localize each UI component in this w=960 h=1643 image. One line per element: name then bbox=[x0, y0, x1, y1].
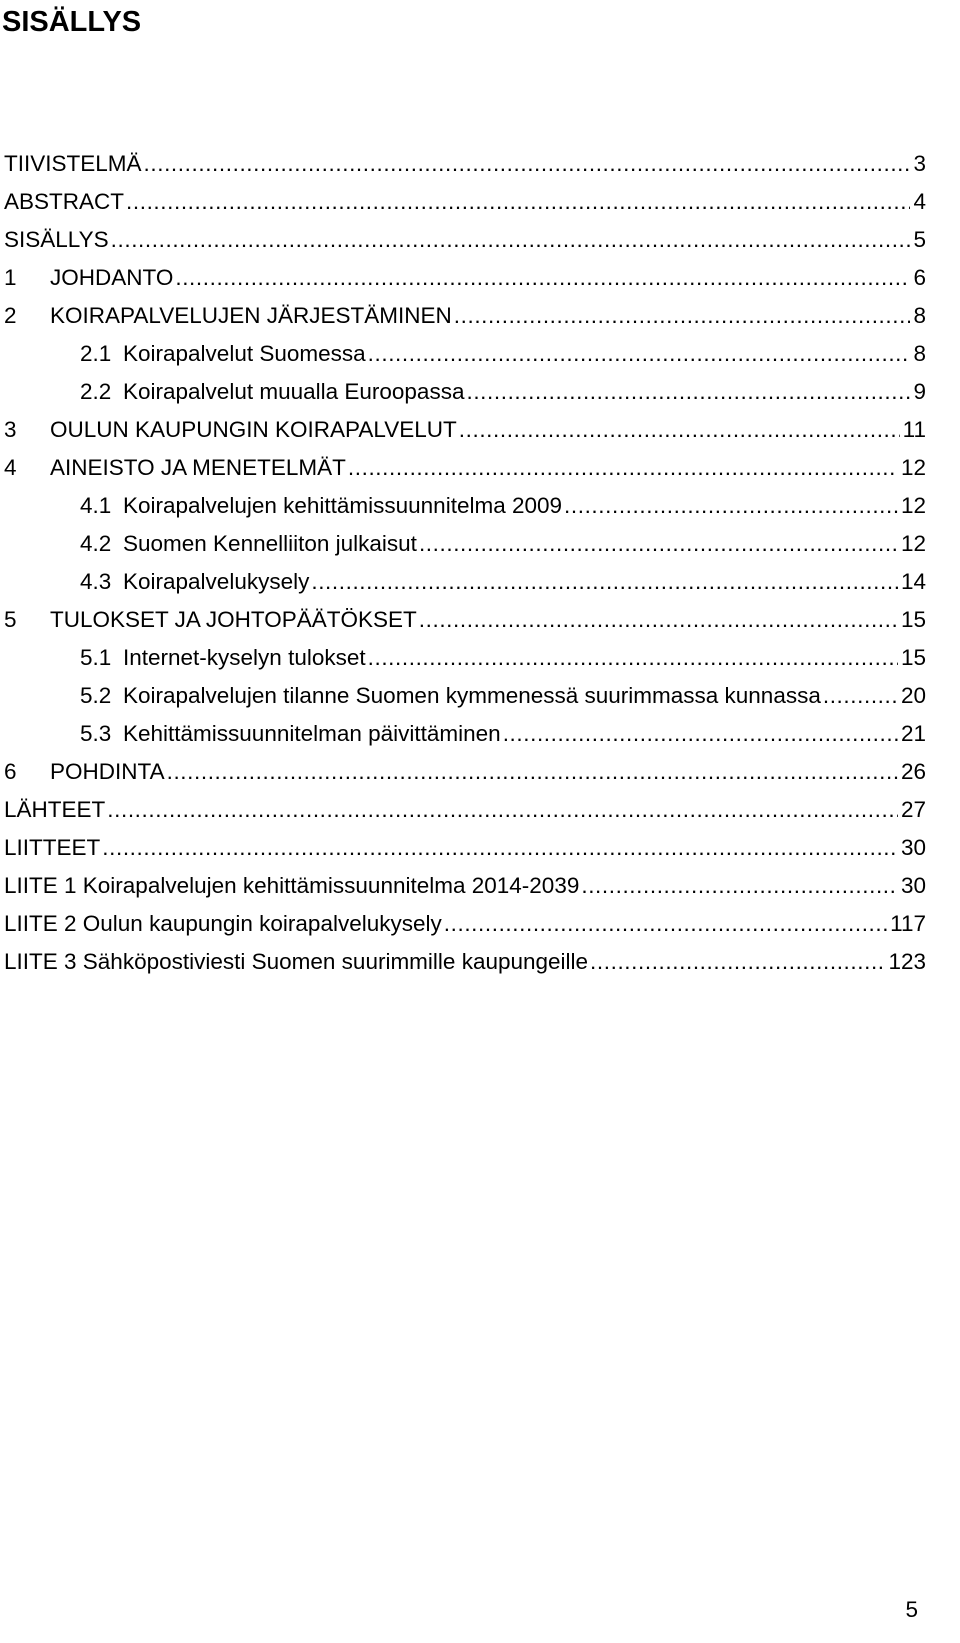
toc-entry-label: AINEISTO JA MENETELMÄT bbox=[50, 455, 346, 480]
toc-entry[interactable] bbox=[4, 530, 926, 568]
toc-entry-number: 5.1 bbox=[80, 645, 112, 670]
toc-entry-page: 21 bbox=[900, 721, 926, 746]
dot-leader bbox=[368, 644, 898, 672]
dot-leader bbox=[111, 226, 911, 254]
toc-entry-label: JOHDANTO bbox=[50, 265, 174, 290]
toc-entry-label: ABSTRACT bbox=[4, 189, 125, 214]
toc-entry-number: 4.3 bbox=[80, 569, 112, 594]
toc-entry[interactable] bbox=[4, 188, 926, 226]
toc-entry-number: 4 bbox=[4, 455, 17, 480]
page-number: 5 bbox=[905, 1597, 918, 1622]
dot-leader bbox=[564, 492, 898, 520]
dot-leader bbox=[311, 568, 898, 596]
toc-entry-page: 15 bbox=[900, 607, 926, 632]
dot-leader bbox=[107, 796, 898, 824]
toc-entry-page: 3 bbox=[913, 151, 926, 176]
toc-entry-label: Koirapalvelut muualla Euroopassa bbox=[123, 379, 465, 404]
toc-entry[interactable] bbox=[4, 150, 926, 188]
dot-leader bbox=[466, 378, 910, 406]
dot-leader bbox=[454, 302, 911, 330]
toc-entry-label: Koirapalvelut Suomessa bbox=[123, 341, 366, 366]
dot-leader bbox=[590, 948, 885, 976]
toc-entry[interactable] bbox=[4, 568, 926, 606]
toc-entry[interactable] bbox=[4, 416, 926, 454]
toc-entry-label: Suomen Kennelliiton julkaisut bbox=[123, 531, 417, 556]
toc-entry-number: 1 bbox=[4, 265, 17, 290]
toc-entry[interactable] bbox=[4, 264, 926, 302]
dot-leader bbox=[419, 530, 898, 558]
toc-entry[interactable] bbox=[4, 492, 926, 530]
toc-entry-number: 5.3 bbox=[80, 721, 112, 746]
toc-entry-page: 12 bbox=[900, 455, 926, 480]
toc-entry[interactable] bbox=[4, 606, 926, 644]
toc-entry-page: 26 bbox=[900, 759, 926, 784]
dot-leader bbox=[144, 150, 911, 178]
toc-entry-label: POHDINTA bbox=[50, 759, 165, 784]
toc-entry-label: TIIVISTELMÄ bbox=[4, 151, 142, 176]
toc-entry-page: 5 bbox=[913, 227, 926, 252]
toc-entry-label: Koirapalvelujen tilanne Suomen kymmenessä suurimmassa kunnassa bbox=[123, 683, 821, 708]
toc-entry-page: 11 bbox=[902, 417, 926, 442]
toc-entry-number: 2 bbox=[4, 303, 17, 328]
toc-entry[interactable] bbox=[4, 796, 926, 834]
dot-leader bbox=[102, 834, 898, 862]
toc-entry[interactable] bbox=[4, 948, 926, 986]
toc-entry-number: 6 bbox=[4, 759, 17, 784]
toc-entry-page: 14 bbox=[900, 569, 926, 594]
dot-leader bbox=[126, 188, 910, 216]
toc-entry-label: SISÄLLYS bbox=[4, 227, 109, 252]
toc-entry-label: LIITTEET bbox=[4, 835, 101, 860]
toc-entry-number: 4.1 bbox=[80, 493, 112, 518]
dot-leader bbox=[167, 758, 898, 786]
toc-entry-page: 117 bbox=[890, 911, 926, 936]
toc-entry-label: Internet-kyselyn tulokset bbox=[123, 645, 366, 670]
dot-leader bbox=[823, 682, 898, 710]
dot-leader bbox=[419, 606, 898, 634]
toc-entry-label: Koirapalvelujen kehittämissuunnitelma 2009 bbox=[123, 493, 563, 518]
toc-entry[interactable] bbox=[4, 644, 926, 682]
table-of-contents bbox=[4, 150, 926, 986]
dot-leader bbox=[581, 872, 898, 900]
toc-entry-page: 4 bbox=[913, 189, 926, 214]
toc-entry-number: 2.2 bbox=[80, 379, 112, 404]
toc-entry[interactable] bbox=[4, 720, 926, 758]
toc-entry-label: Koirapalvelukysely bbox=[123, 569, 310, 594]
toc-entry[interactable] bbox=[4, 758, 926, 796]
toc-entry-number: 4.2 bbox=[80, 531, 112, 556]
toc-entry[interactable] bbox=[4, 910, 926, 948]
toc-entry[interactable] bbox=[4, 454, 926, 492]
toc-entry[interactable] bbox=[4, 378, 926, 416]
toc-entry-page: 123 bbox=[888, 949, 926, 974]
toc-entry-page: 6 bbox=[913, 265, 926, 290]
toc-entry-page: 12 bbox=[900, 531, 926, 556]
dot-leader bbox=[459, 416, 900, 444]
toc-entry-number: 2.1 bbox=[80, 341, 112, 366]
toc-entry-label: OULUN KAUPUNGIN KOIRAPALVELUT bbox=[50, 417, 457, 442]
toc-entry-page: 27 bbox=[900, 797, 926, 822]
toc-entry[interactable] bbox=[4, 226, 926, 264]
toc-entry-page: 9 bbox=[913, 379, 926, 404]
toc-entry[interactable] bbox=[4, 682, 926, 720]
toc-entry-label: LIITE 3 Sähköpostiviesti Suomen suurimmille kaupungeille bbox=[4, 949, 589, 974]
toc-entry-label: Kehittämissuunnitelman päivittäminen bbox=[123, 721, 501, 746]
dot-leader bbox=[368, 340, 911, 368]
toc-entry-label: TULOKSET JA JOHTOPÄÄTÖKSET bbox=[50, 607, 417, 632]
toc-entry-page: 8 bbox=[913, 303, 926, 328]
toc-entry-number: 5.2 bbox=[80, 683, 112, 708]
toc-entry-number: 5 bbox=[4, 607, 17, 632]
dot-leader bbox=[175, 264, 910, 292]
toc-entry[interactable] bbox=[4, 872, 926, 910]
toc-entry[interactable] bbox=[4, 340, 926, 378]
toc-entry-number: 3 bbox=[4, 417, 17, 442]
page-title: SISÄLLYS bbox=[2, 6, 142, 38]
dot-leader bbox=[503, 720, 898, 748]
dot-leader bbox=[444, 910, 887, 938]
toc-entry-page: 20 bbox=[900, 683, 926, 708]
toc-entry-page: 15 bbox=[900, 645, 926, 670]
toc-entry[interactable] bbox=[4, 302, 926, 340]
toc-entry-label: LÄHTEET bbox=[4, 797, 106, 822]
toc-entry-label: LIITE 1 Koirapalvelujen kehittämissuunnitelma 2014-2039 bbox=[4, 873, 580, 898]
toc-entry-label: KOIRAPALVELUJEN JÄRJESTÄMINEN bbox=[50, 303, 452, 328]
dot-leader bbox=[348, 454, 898, 482]
toc-entry-page: 30 bbox=[900, 873, 926, 898]
toc-entry[interactable] bbox=[4, 834, 926, 872]
toc-entry-page: 12 bbox=[900, 493, 926, 518]
toc-entry-page: 30 bbox=[900, 835, 926, 860]
toc-entry-page: 8 bbox=[913, 341, 926, 366]
toc-entry-label: LIITE 2 Oulun kaupungin koirapalvelukysely bbox=[4, 911, 442, 936]
